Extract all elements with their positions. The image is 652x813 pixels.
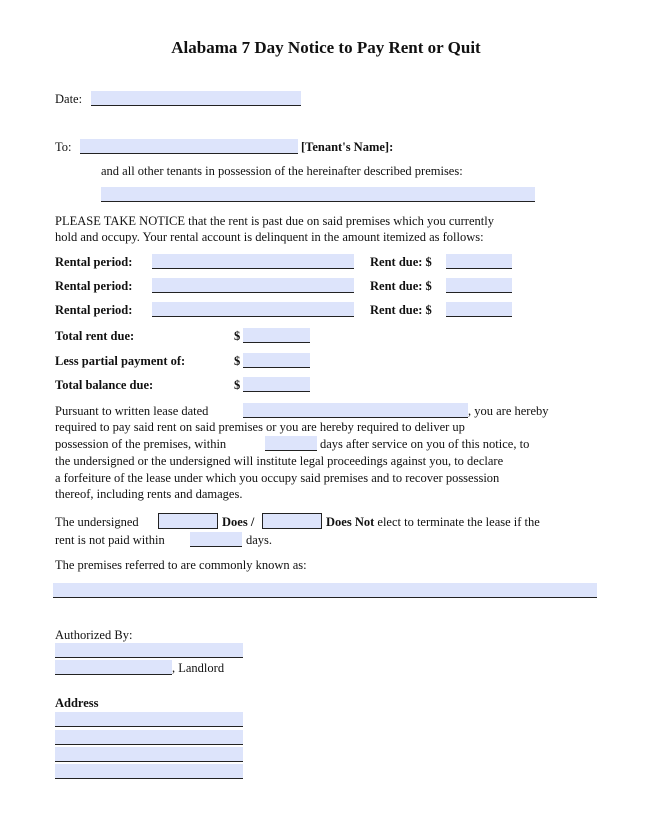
rental-period-label-2: Rental period:: [55, 279, 133, 293]
total-balance-field[interactable]: [243, 377, 310, 392]
authorized-signature-field[interactable]: [55, 643, 243, 658]
pursuant-text: Pursuant to written lease dated: [55, 404, 209, 418]
days-text: days.: [246, 533, 273, 547]
notice-line-2: hold and occupy. Your rental account is delinquent in the amount itemized as follows:: [55, 230, 484, 244]
undersigned-label: The undersigned: [55, 515, 139, 529]
paragraph-line-5: a forfeiture of the lease under which you occupy said premises and to recover possession: [55, 471, 500, 485]
total-rent-due-label: Total rent due:: [55, 329, 135, 343]
address-label: Address: [55, 696, 99, 710]
days-field[interactable]: [265, 436, 317, 451]
total-rent-due-field[interactable]: [243, 328, 310, 343]
does-label: Does /: [222, 515, 255, 529]
address-line-1-field[interactable]: [55, 712, 243, 727]
premises-address-field[interactable]: [53, 583, 597, 598]
rent-due-label-3: Rent due: $: [370, 303, 432, 317]
lease-date-field[interactable]: [243, 403, 468, 418]
rent-due-field-3[interactable]: [446, 302, 512, 317]
pursuant-text-end: , you are hereby: [468, 404, 549, 418]
paragraph-line-6: thereof, including rents and damages.: [55, 487, 243, 501]
to-label: To:: [55, 140, 72, 154]
does-not-checkbox-field[interactable]: [262, 513, 322, 529]
date-label: Date:: [55, 92, 83, 106]
tenant-name-field[interactable]: [80, 139, 298, 154]
rental-period-field-1[interactable]: [152, 254, 354, 269]
landlord-label: , Landlord: [172, 661, 225, 675]
dollar-sign-1: $: [234, 329, 241, 343]
rent-due-label-1: Rent due: $: [370, 255, 432, 269]
tenant-name-label: [Tenant's Name]:: [301, 140, 394, 154]
landlord-name-field[interactable]: [55, 660, 172, 675]
paragraph-line-3-start: possession of the premises, within: [55, 437, 227, 451]
rent-due-field-1[interactable]: [446, 254, 512, 269]
dollar-sign-3: $: [234, 378, 241, 392]
authorized-by-label: Authorized By:: [55, 628, 133, 642]
notice-line-1: PLEASE TAKE NOTICE that the rent is past due on said premises which you currently: [55, 214, 494, 228]
address-line-4-field[interactable]: [55, 764, 243, 779]
rent-not-paid-days-field[interactable]: [190, 532, 242, 547]
does-checkbox-field[interactable]: [158, 513, 218, 529]
rent-not-paid-text: rent is not paid within: [55, 533, 165, 547]
date-field[interactable]: [91, 91, 301, 106]
address-line-3-field[interactable]: [55, 747, 243, 762]
paragraph-line-2: required to pay said rent on said premises or you are hereby required to deliver up: [55, 420, 465, 434]
address-line-2-field[interactable]: [55, 730, 243, 745]
rental-period-field-2[interactable]: [152, 278, 354, 293]
dollar-sign-2: $: [234, 354, 241, 368]
partial-payment-label: Less partial payment of:: [55, 354, 186, 368]
paragraph-line-3-end: days after service on you of this notice, to: [320, 437, 530, 451]
paragraph-line-4: the undersigned or the undersigned will institute legal proceedings against you, to declare: [55, 454, 504, 468]
premises-label: The premises referred to are commonly known as:: [55, 558, 307, 572]
premises-description-field[interactable]: [101, 187, 535, 202]
partial-payment-field[interactable]: [243, 353, 310, 368]
rental-period-label-1: Rental period:: [55, 255, 133, 269]
page-title: Alabama 7 Day Notice to Pay Rent or Quit: [171, 38, 481, 57]
rent-due-field-2[interactable]: [446, 278, 512, 293]
rental-period-field-3[interactable]: [152, 302, 354, 317]
total-balance-label: Total balance due:: [55, 378, 154, 392]
does-not-label: Does Not elect to terminate the lease if the: [326, 515, 540, 529]
other-tenants-text: and all other tenants in possession of the hereinafter described premises:: [101, 164, 463, 178]
rental-period-label-3: Rental period:: [55, 303, 133, 317]
rent-due-label-2: Rent due: $: [370, 279, 432, 293]
